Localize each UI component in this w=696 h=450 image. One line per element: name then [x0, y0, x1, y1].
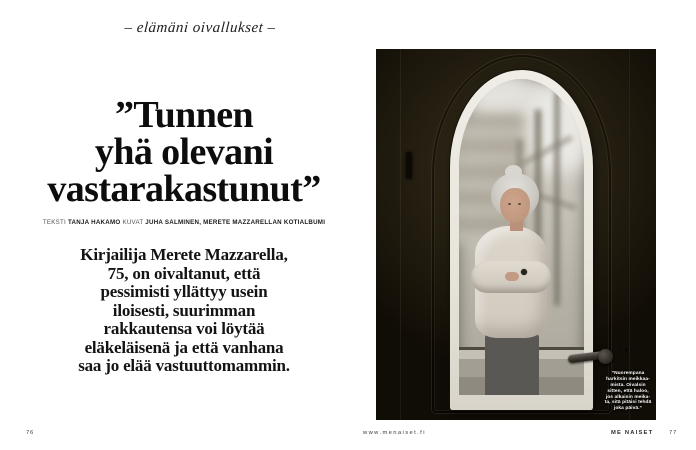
byline-photos-label: KUVAT	[122, 219, 144, 226]
headline	[10, 94, 358, 210]
caption-line: ”Nuorempana	[611, 371, 645, 377]
byline-photo-credits: JUHA SALMINEN, MERETE MAZZARELLAN KOTIALBUMI	[145, 219, 326, 226]
intro-line: 75, on oivaltanut, että	[107, 263, 261, 283]
byline-text-label: TEKSTI	[42, 219, 66, 226]
intro-line: saa jo elää vastuuttomammin.	[78, 356, 290, 375]
caption-line: joka päivä.”	[613, 406, 643, 412]
caption-line: harkitsin meikkaa-	[606, 377, 650, 383]
headline-line: ”Tunnen	[114, 94, 254, 136]
intro-line: rakkautensa voi löytää	[103, 319, 265, 338]
door-panel-line	[400, 49, 401, 420]
intro-line: iloisesti, suurimman	[112, 300, 256, 320]
section-kicker: – elämäni oivallukset –	[123, 20, 277, 36]
glass-reflection	[459, 79, 584, 395]
caption-line: jos alkaisin meika-	[605, 394, 651, 400]
caption-line: sitten, että haloo,	[607, 388, 649, 394]
door-handle-rosette	[598, 349, 613, 364]
page-number-right: 77	[669, 430, 678, 436]
headline-line: yhä olevani	[94, 131, 274, 173]
portrait-photo	[376, 49, 656, 420]
keyhole	[624, 346, 629, 354]
door-hinge	[406, 152, 412, 179]
intro-paragraph	[10, 246, 358, 376]
intro-line: Kirjailija Merete Mazzarella,	[80, 245, 288, 264]
caption-line: mista. Oivalsin	[610, 383, 646, 389]
byline	[10, 219, 358, 226]
intro-line: pessimisti yllättyy usein	[100, 282, 268, 301]
footer-website: www.menaiset.fi	[363, 430, 426, 436]
headline-line: vastarakastunut”	[47, 168, 321, 210]
intro-line: eläkeläisenä ja että vanhana	[84, 337, 284, 357]
byline-author: TANJA HAKAMO	[67, 219, 121, 226]
footer-magazine-brand: ME NAISET	[611, 430, 654, 436]
page-number-left: 76	[26, 430, 35, 436]
caption-line: ta, sitä pitäisi tehdä	[604, 400, 652, 406]
photo-caption	[602, 371, 654, 412]
door-panel-line	[629, 49, 630, 420]
window-glass-scene	[459, 79, 584, 395]
